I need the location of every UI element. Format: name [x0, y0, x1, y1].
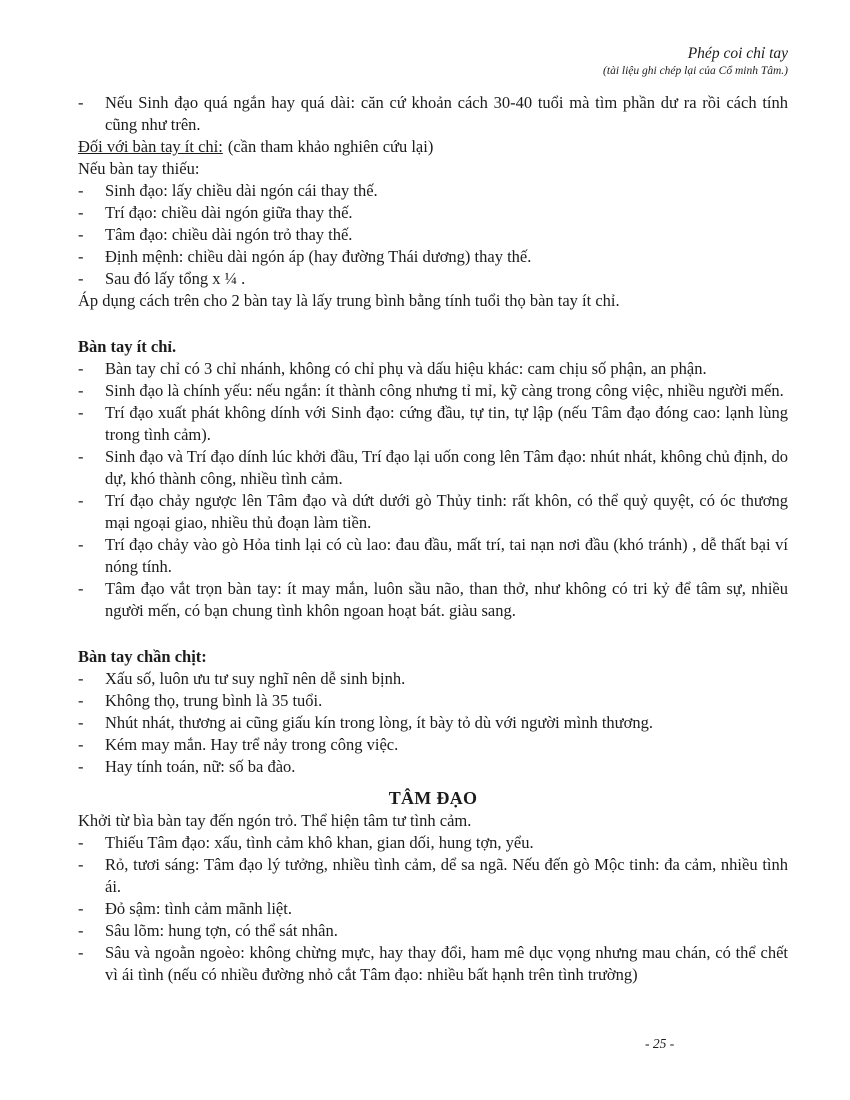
intro-line: Nếu bàn tay thiếu:	[78, 159, 200, 178]
bullet-item	[78, 898, 788, 920]
bullet-item	[78, 668, 788, 690]
bullet-item	[78, 92, 788, 136]
bullet-dash: -	[78, 735, 84, 754]
bullet-item	[78, 180, 788, 202]
bullet-text: Trí đạo: chiều dài ngón giữa thay thế.	[105, 203, 353, 222]
bullet-item	[78, 224, 788, 246]
page-header	[603, 45, 788, 79]
bullet-dash: -	[78, 203, 84, 222]
bullet-text: Kém may mắn. Hay trể nảy trong công việc.	[105, 735, 399, 754]
bullet-item	[78, 756, 788, 778]
intro-closing: Áp dụng cách trên cho 2 bàn tay là lấy trung bình bằng tính tuổi thọ bàn tay ít chỉ.	[78, 291, 620, 310]
bullet-dash: -	[78, 491, 84, 510]
tam-dao-intro: Khởi từ bìa bàn tay đến ngón trỏ. Thể hiện tâm tư tình cảm.	[78, 811, 472, 830]
bullet-item	[78, 854, 788, 898]
bullet-dash: -	[78, 225, 84, 244]
bullet-dash: -	[78, 247, 84, 266]
section-heading-ban-tay-chan-chit: Bàn tay chần chịt:	[78, 647, 207, 666]
bullet-text: Sinh đạo là chính yếu: nếu ngắn: ít thành công nhưng tỉ mỉ, kỹ càng trong công việc, nhiều người mến.	[105, 381, 784, 400]
bullet-item	[78, 380, 788, 402]
bullet-item	[78, 578, 788, 622]
bullet-item	[78, 534, 788, 578]
bullet-text: Nếu Sinh đạo quá ngắn hay quá dài: căn cứ khoản cách 30-40 tuổi mà tìm phần dư ra rồi cách tính cũng như trên.	[105, 93, 788, 134]
bullet-text: Đỏ sậm: tình cảm mãnh liệt.	[105, 899, 292, 918]
bullet-item	[78, 490, 788, 534]
bullet-dash: -	[78, 713, 84, 732]
bullet-dash: -	[78, 181, 84, 200]
bullet-text: Tâm đạo vắt trọn bàn tay: ít may mắn, luôn sầu não, than thở, như không có tri kỷ để tâm sự, nhiều người mến, có bạn chung tình khôn ngoan hoạt bát. giàu sang.	[105, 579, 788, 620]
bullet-item	[78, 358, 788, 380]
bullet-item	[78, 832, 788, 854]
bullet-dash: -	[78, 535, 84, 554]
bullet-text: Trí đạo xuất phát không dính với Sinh đạo: cứng đầu, tự tin, tự lập (nếu Tâm đạo đóng cao: lạnh lùng trong tình cảm).	[105, 403, 788, 444]
bullet-item	[78, 690, 788, 712]
bullet-item	[78, 402, 788, 446]
bullet-text: Nhút nhát, thương ai cũng giấu kín trong lòng, ít bày tỏ dù với người mình thương.	[105, 713, 653, 732]
bullet-item	[78, 202, 788, 224]
bullet-dash: -	[78, 921, 84, 940]
bullet-item	[78, 446, 788, 490]
bullet-text: Sinh đạo và Trí đạo dính lúc khởi đầu, Trí đạo lại uốn cong lên Tâm đạo: nhút nhát, không chủ định, do dự, khó thành công, nhiều tình cảm.	[105, 447, 788, 488]
bullet-text: Rỏ, tươi sáng: Tâm đạo lý tưởng, nhiều tình cảm, dể sa ngã. Nếu đến gò Mộc tinh: đa cảm, nhiều tình ái.	[105, 855, 788, 896]
bullet-dash: -	[78, 855, 84, 874]
bullet-dash: -	[78, 447, 84, 466]
underlined-label: Đối với bàn tay ít chỉ:	[78, 137, 223, 156]
bullet-text: Sinh đạo: lấy chiều dài ngón cái thay thế.	[105, 181, 378, 200]
bullet-text: Tâm đạo: chiều dài ngón trỏ thay thế.	[105, 225, 353, 244]
bullet-dash: -	[78, 943, 84, 962]
bullet-item	[78, 734, 788, 756]
bullet-text: Trí đạo chảy ngược lên Tâm đạo và dứt dưới gò Thủy tinh: rất khôn, có thể quỷ quyệt, có óc thương mại ngoại giao, nhiều thủ đoạn làm tiền.	[105, 491, 788, 532]
bullet-dash: -	[78, 403, 84, 422]
doc-title: Phép coi chỉ tay	[687, 45, 788, 62]
bullet-text: Sau đó lấy tổng x ¼ .	[105, 269, 246, 288]
bullet-dash: -	[78, 691, 84, 710]
bullet-text: Sâu lõm: hung tợn, có thể sát nhân.	[105, 921, 338, 940]
label-note: (cần tham khảo nghiên cứu lại)	[227, 137, 434, 156]
bullet-dash: -	[78, 269, 84, 288]
bullet-text: Không thọ, trung bình là 35 tuổi.	[105, 691, 323, 710]
bullet-text: Hay tính toán, nữ: số ba đào.	[105, 757, 296, 776]
bullet-dash: -	[78, 579, 84, 598]
doc-subtitle: (tài liệu ghi chép lại của Cổ minh Tâm.)	[603, 65, 788, 77]
document-body	[78, 92, 788, 986]
bullet-item	[78, 712, 788, 734]
bullet-dash: -	[78, 899, 84, 918]
bullet-item	[78, 920, 788, 942]
bullet-item	[78, 942, 788, 986]
bullet-text: Xấu số, luôn ưu tư suy nghĩ nên dễ sinh bịnh.	[105, 669, 406, 688]
bullet-dash: -	[78, 669, 84, 688]
bullet-text: Định mệnh: chiều dài ngón áp (hay đường Thái dương) thay thế.	[105, 247, 532, 266]
bullet-dash: -	[78, 833, 84, 852]
bullet-dash: -	[78, 359, 84, 378]
bullet-item	[78, 268, 788, 290]
bullet-dash: -	[78, 757, 84, 776]
bullet-text: Sâu và ngoằn ngoèo: không chừng mực, hay thay đổi, ham mê dục vọng nhưng mau chán, có thể chết vì ái tình (nếu có nhiều đường nhỏ cắt Tâm đạo: nhiều bất hạnh trên tình trường)	[105, 943, 788, 984]
page-number: - 25 -	[645, 1036, 675, 1051]
section-heading-tam-dao: TÂM ĐẠO	[388, 788, 478, 808]
bullet-dash: -	[78, 93, 84, 112]
bullet-text: Thiếu Tâm đạo: xấu, tình cảm khô khan, gian dối, hung tợn, yểu.	[105, 833, 534, 852]
bullet-item	[78, 246, 788, 268]
bullet-text: Trí đạo chảy vào gò Hỏa tinh lại có cù lao: đau đầu, mất trí, tai nạn nơi đầu (khó tránh) , dễ thất bại ví nóng tính.	[105, 535, 788, 576]
bullet-text: Bàn tay chỉ có 3 chỉ nhánh, không có chỉ phụ và dấu hiệu khác: cam chịu số phận, an phận.	[105, 359, 707, 378]
underlined-label-line	[78, 136, 788, 158]
section-heading-ban-tay-it-chi: Bàn tay ít chỉ.	[78, 337, 177, 356]
bullet-dash: -	[78, 381, 84, 400]
